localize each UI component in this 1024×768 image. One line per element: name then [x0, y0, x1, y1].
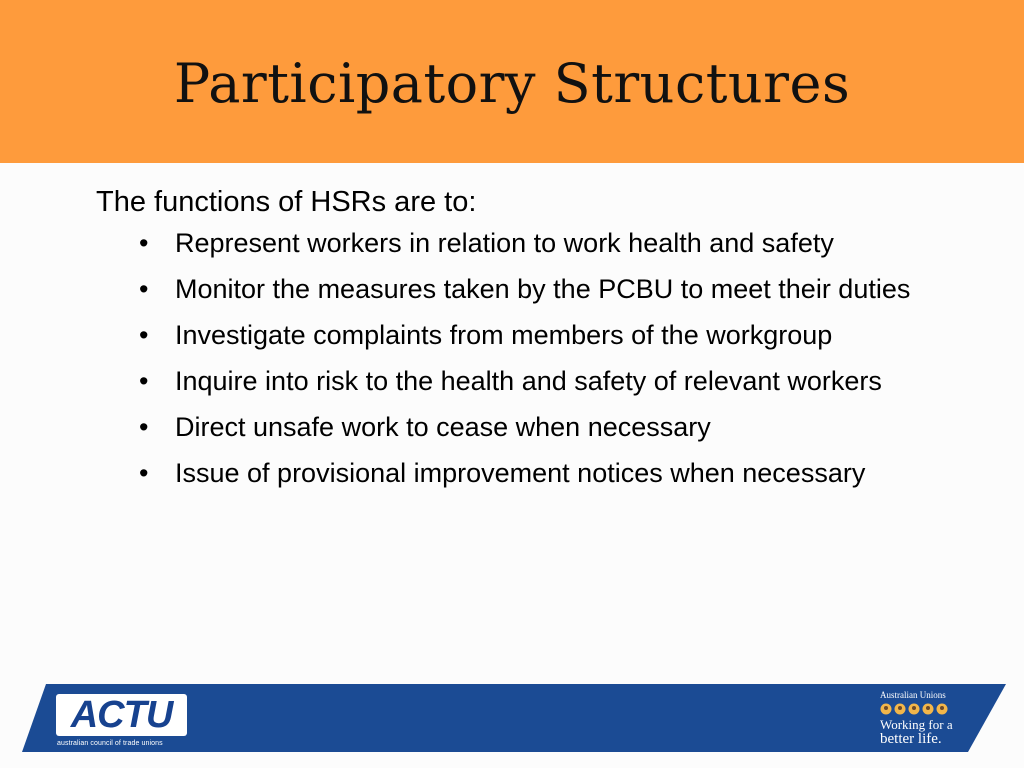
working-for-text: Working for a [880, 717, 953, 732]
bullet-item [96, 454, 976, 492]
actu-logo-text: ACTU [70, 694, 173, 736]
actu-logo [56, 694, 187, 736]
footer-bar [0, 684, 1024, 768]
australian-unions-label: Australian Unions [880, 690, 946, 700]
bullet-item [96, 408, 976, 446]
bullet-item [96, 270, 976, 308]
bullet-item [96, 224, 976, 262]
bullet-item [96, 316, 976, 354]
better-life-text: better life. [880, 731, 942, 747]
faces-icon [880, 702, 952, 716]
title-banner [0, 0, 1024, 163]
bullet-text: • Monitor the measures taken by the PCBU to meet their duties [175, 274, 911, 304]
bullet-text: • Issue of provisional improvement notices when necessary [175, 458, 866, 488]
actu-subtitle: australian council of trade unions [57, 740, 163, 747]
bullet-item [96, 362, 976, 400]
bullet-list [96, 224, 976, 492]
slide-body [96, 182, 976, 500]
bullet-text: • Inquire into risk to the health and safety of relevant workers [175, 366, 882, 396]
bullet-text: • Represent workers in relation to work health and safety [175, 228, 834, 258]
bullet-text: • Direct unsafe work to cease when necessary [175, 412, 711, 442]
bullet-text: • Investigate complaints from members of the workgroup [175, 320, 833, 350]
slide-title: Participatory Structures [173, 52, 851, 115]
intro-text: The functions of HSRs are to: [96, 186, 477, 218]
